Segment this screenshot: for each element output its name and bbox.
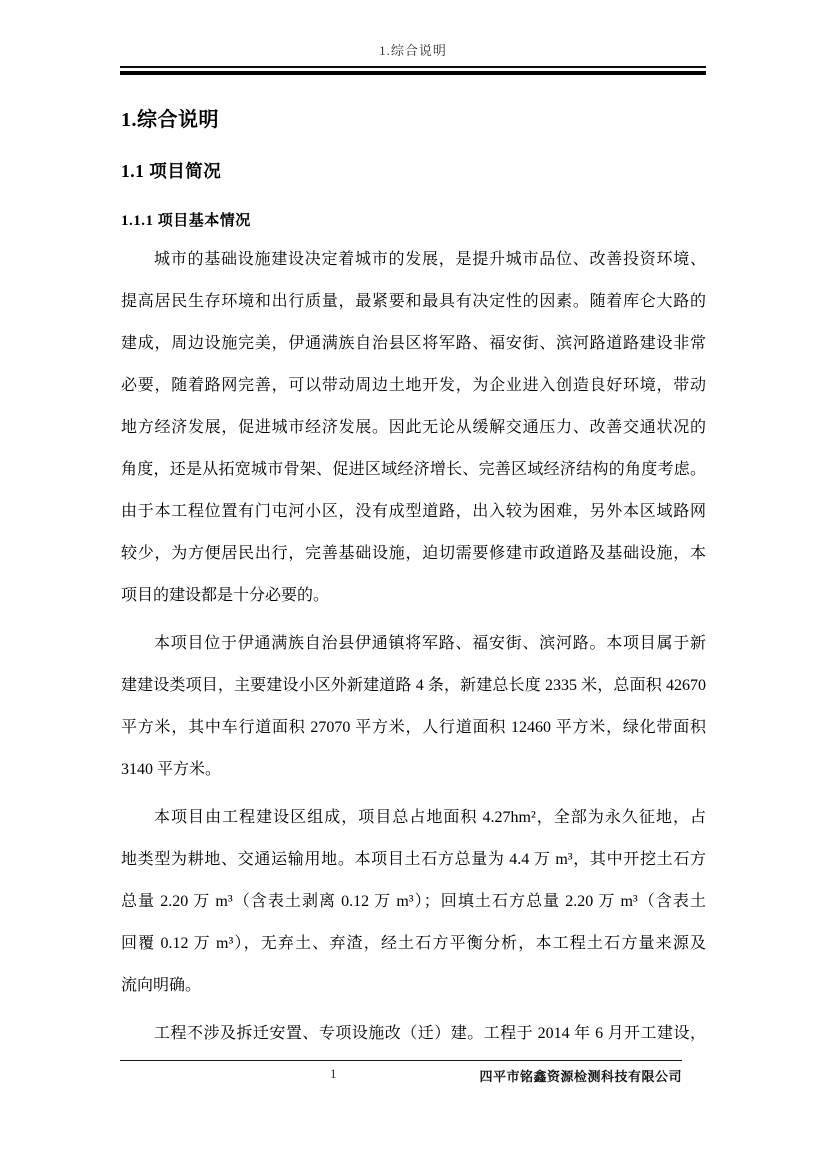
text-line: 回覆 0.12 万 m³），无弃土、弃渣，经土石方平衡分析，本工程土石方量来源及 [121, 935, 706, 952]
text-line: 地方经济发展，促进城市经济发展。因此无论从缓解交通压力、改善交通状况的 [121, 419, 706, 436]
text-line: 必要，随着路网完善，可以带动周边土地开发，为企业进入创造良好环境，带动 [121, 377, 706, 394]
paragraph [121, 623, 706, 791]
page-number: 1 [330, 1066, 337, 1081]
paragraph [121, 239, 706, 617]
text-line: 建建设类项目，主要建设小区外新建道路 4 条，新建总长度 2335 米，总面积 42670 [121, 677, 706, 694]
document-title: 1.综合说明 [121, 109, 219, 131]
footer-rule-divider [120, 1060, 682, 1061]
text-line: 较少，为方便居民出行，完善基础设施，迫切需要修建市政道路及基础设施，本 [121, 545, 706, 562]
text-line: 工程不涉及拆迁安置、专项设施改（迁）建。工程于 2014 年 6 月开工建设， [154, 1025, 706, 1042]
paragraph [121, 797, 706, 1007]
text-line: 角度，还是从拓宽城市骨架、促进区域经济增长、完善区域经济结构的角度考虑。 [121, 461, 706, 478]
text-line: 平方米，其中车行道面积 27070 平方米，人行道面积 12460 平方米，绿化带面积 [121, 719, 706, 736]
text-line: 地类型为耕地、交通运输用地。本项目土石方总量为 4.4 万 m³，其中开挖土石方 [121, 851, 706, 868]
text-line: 提高居民生存环境和出行质量，最紧要和最具有决定性的因素。随着库仑大路的 [121, 293, 706, 310]
text-line: 城市的基础设施建设决定着城市的发展，是提升城市品位、改善投资环境、 [154, 251, 706, 268]
footer-company-name: 四平市铭鑫资源检测科技有限公司 [479, 1069, 682, 1084]
text-line: 流向明确。 [121, 977, 202, 994]
text-line: 总量 2.20 万 m³（含表土剥离 0.12 万 m³）；回填土石方总量 2.20 万 m³（含表土 [121, 893, 706, 910]
page-footer [120, 1066, 682, 1086]
document-content [121, 0, 706, 1055]
section-heading: 1.1 项目简况 [121, 161, 222, 181]
text-line: 建成，周边设施完美，伊通满族自治县区将军路、福安街、滨河路道路建设非常 [121, 335, 706, 352]
paragraph [121, 1013, 706, 1055]
subsection-heading: 1.1.1 项目基本情况 [121, 213, 251, 229]
running-header-title: 1.综合说明 [379, 43, 447, 58]
text-line: 本项目位于伊通满族自治县伊通镇将军路、福安街、滨河路。本项目属于新 [154, 635, 706, 652]
text-line: 3140 平方米。 [121, 761, 222, 778]
text-line: 项目的建设都是十分必要的。 [121, 587, 330, 604]
body-text [121, 239, 706, 1055]
text-line: 由于本工程位置有门屯河小区，没有成型道路，出入较为困难，另外本区域路网 [121, 503, 706, 520]
text-line: 本项目由工程建设区组成，项目总占地面积 4.27hm²，全部为永久征地，占 [154, 809, 706, 826]
